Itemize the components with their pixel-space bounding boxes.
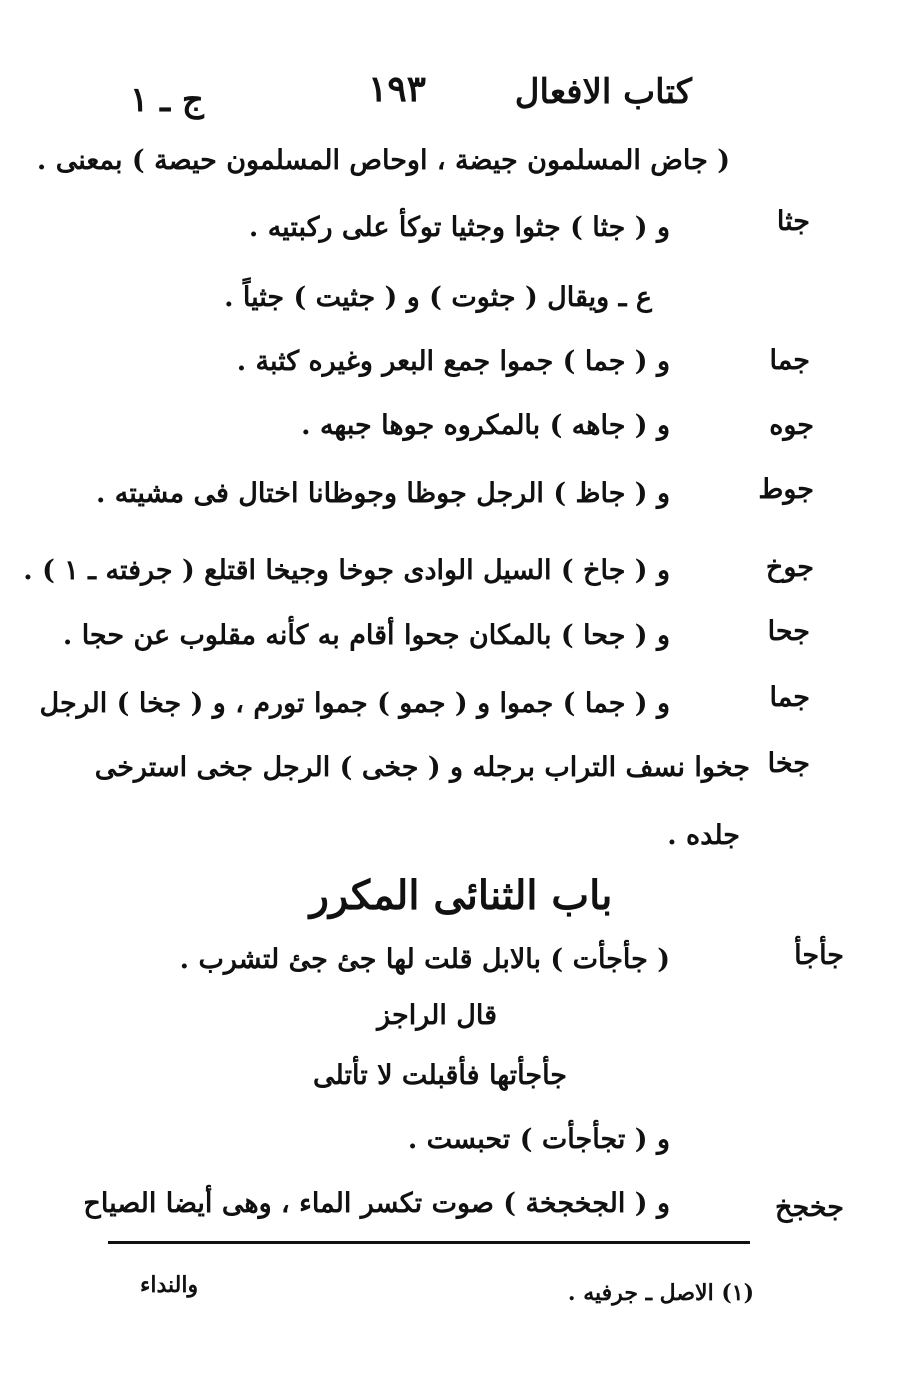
footnote: (١) الاصل ـ جرفيه . [567,1280,754,1306]
entry-root: جوط [758,474,814,505]
section-heading: باب الثنائى المكرر [309,872,613,919]
entry-root: جوه [769,410,814,441]
entry-text: جلده . [667,820,740,851]
verse-intro: قال الراجز [377,1000,497,1031]
entry-root: جأجأ [794,940,844,971]
entry-root: جحا [767,616,810,647]
footnote-divider [108,1241,750,1244]
entry-text: و ( جاظ ) الرجل جوظا وجوظانا اختال فى مشيته . [95,478,670,509]
entry-text: جخوا نسف التراب برجله و ( جخى ) الرجل جخى استرخى [94,752,750,783]
entry-root: جثا [776,206,810,237]
catchword: والنداء [140,1272,199,1298]
entry-text: و ( جثا ) جثوا وجثيا توكأ على ركبتيه . [248,212,670,243]
entry-text: ( جأجأت ) بالابل قلت لها جئ جئ لتشرب . [179,944,670,975]
entry-text: و ( تجأجأت ) تحبست . [407,1124,670,1155]
entry-text: و ( جاخ ) السيل الوادى جوخا وجيخا اقتلع ( جرفته ـ ١ ) . [23,555,670,586]
volume-label: ج ـ ١ [130,80,204,120]
book-title: كتاب الافعال [514,72,692,112]
entry-text: و ( الجخجخة ) صوت تكسر الماء ، وهى أيضا الصياح [83,1188,670,1219]
entry-text: و ( جحا ) بالمكان جحوا أقام به كأنه مقلوب عن حجا . [62,620,670,651]
entry-text: و ( جاهه ) بالمكروه جوها جبهه . [301,410,670,441]
entry-root: جخجخ [775,1192,844,1223]
entry-root: جما [769,682,810,713]
entry-text: و ( جما ) جموا و ( جمو ) جموا تورم ، و ( جخا ) الرجل [39,688,670,719]
entry-text: ( جاض المسلمون جيضة ، اوحاص المسلمون حيصة ) بمعنى . [36,145,730,176]
page-number: ١٩٣ [368,68,427,110]
entry-root: جوخ [765,552,814,583]
entry-root: جما [769,345,810,376]
entry-root: جخا [767,748,810,779]
entry-text: ع ـ ويقال ( جثوت ) و ( جثيت ) جثياً . [224,282,652,313]
verse-line: جأجأتها فأقبلت لا تأتلى [313,1060,567,1091]
entry-text: و ( جما ) جموا جمع البعر وغيره كثبة . [236,346,670,377]
